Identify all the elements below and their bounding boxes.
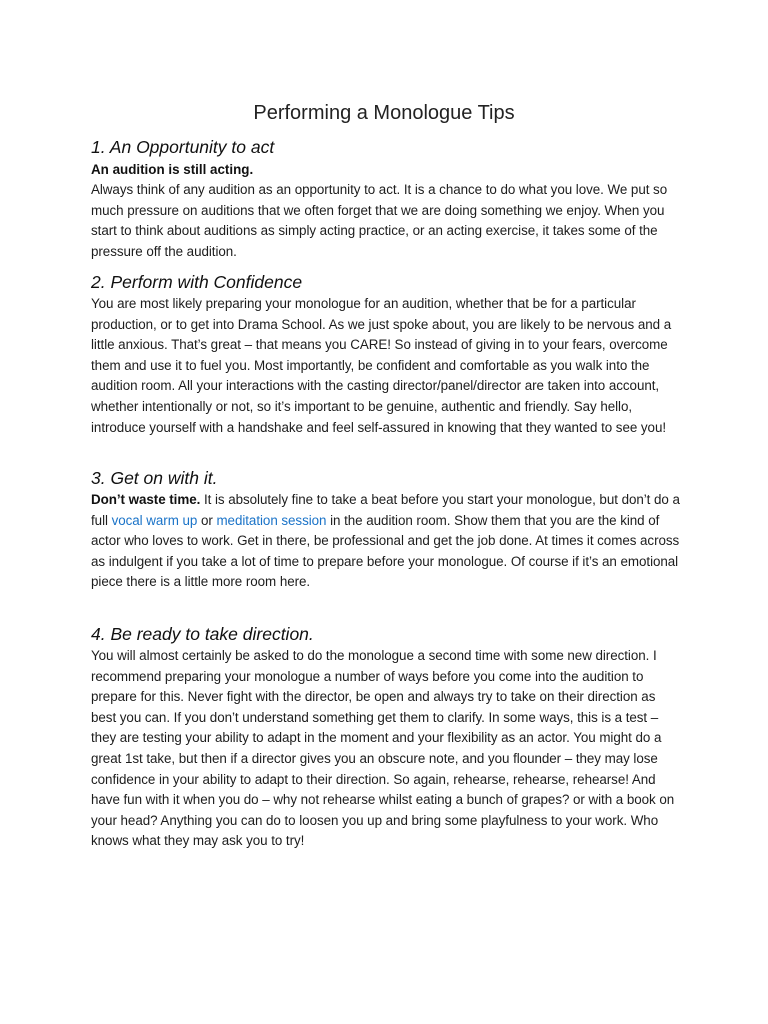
section-body [91,490,681,593]
lead-bold-text: Don’t waste time. [91,492,201,507]
section-perform-with-confidence [91,270,681,438]
section-body: You are most likely preparing your monologue for an audition, whether that be for a particular production, or to get into Drama School. As we just spoke about, you are likely to be nervous and a little anxious. That’s great – that means you CARE! So instead of giving in to your fears, overcome them and use it to fuel you. Most importantly, be confident and comfortable as you walk into the audition room. All your interactions with the casting director/panel/director are taken into account, whether intentionally or not, so it’s important to be genuine, authentic and friendly. Say hello, introduce yourself with a handshake and feel self-assured in knowing that they wanted to see you! [91,296,672,435]
section-subheading: An audition is still acting. [91,162,254,177]
section-heading: 3. Get on with it. [91,468,218,488]
meditation-session-link[interactable]: meditation session [216,512,327,528]
body-text: in the audition room. Show them that you are the kind of actor who loves to work. Get in there, be professional and get the job done. At times it comes across as indulgent if you take a lot of time to prepare before your monologue. Of course if it’s an emotional piece there is a little more room here. [91,512,680,590]
section-heading: 1. An Opportunity to act [91,137,275,157]
body-text: or [197,512,217,528]
section-heading: 4. Be ready to take direction. [91,624,314,644]
section-heading: 2. Perform with Confidence [91,272,303,292]
section-body: Always think of any audition as an opportunity to act. It is a chance to do what you love. We put so much pressure on auditions that we often forget that we are doing something we enjoy. When you start to think about auditions as simply acting practice, or an acting exercise, it takes some of the pressure off the audition. [91,182,668,259]
section-body: You will almost certainly be asked to do the monologue a second time with some new direction. I recommend preparing your monologue a number of ways before you come into the audition to prepare for this. Never fight with the director, be open and always try to take on their direction as best you can. If you don’t understand something get them to clarify. In some ways, this is a test – they are testing your ability to adapt in the moment and your flexibility as an actor. You might do a great 1st take, but then if a director gives you an obscure note, and you flounder – they may lose confidence in your ability to adapt to their direction. So again, rehearse, rehearse, rehearse! And have fun with it when you do – why not rehearse whilst eating a bunch of grapes? or with a book on your head? Anything you can do to loosen you up and bring some playfulness to your work. Who knows what they may ask you to try! [91,648,675,849]
vocal-warm-up-link[interactable]: vocal warm up [111,512,198,528]
section-opportunity-to-act [91,135,681,262]
body-text: It is absolutely fine to take a beat before you start your monologue, but don’t do a full [91,492,680,528]
section-get-on-with-it [91,466,681,593]
section-ready-to-take-direction [91,622,681,852]
document-title: Performing a Monologue Tips [253,102,515,124]
